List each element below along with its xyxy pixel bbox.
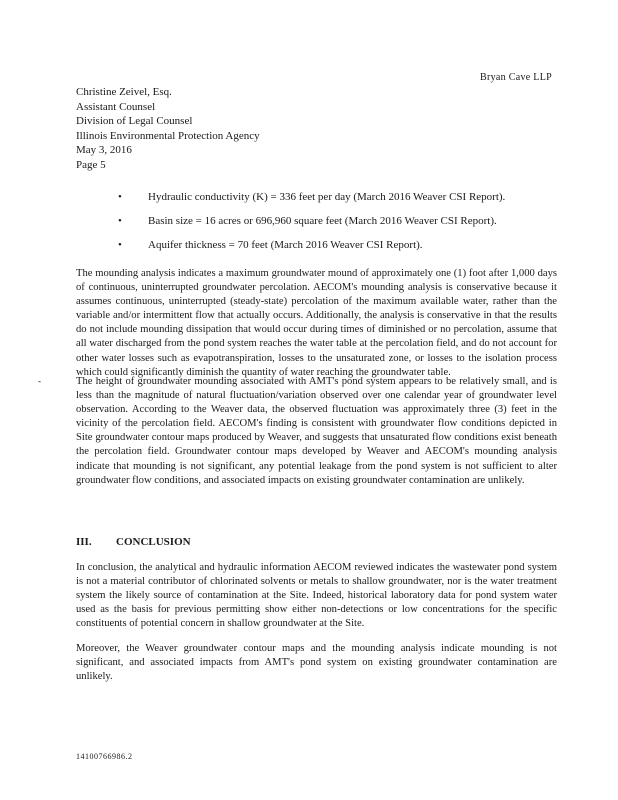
groundwater-height-paragraph: The height of groundwater mounding associated with AMT's pond system appears to be relatively small, and is less than the magnitude of natural fluctuation/variation observed over one calendar year of groundwater level observation. According to the Weaver data, the observed fluctuation was approximately three (3) feet in the vicinity of the percolation field. AECOM's finding is consistent with groundwater flow conditions depicted in Site groundwater contour maps produced by Weaver, and suggests that unsaturated flow conditions exist beneath the percolation field. Groundwater contour maps developed by Weaver and AECOM's mounding analysis indicate that mounding is not significant, any potential leakage from the pond system is not sufficient to alter groundwater flow conditions, and associated impacts on existing groundwater contamination are unlikely. xyxy=(76,376,557,486)
list-item-text: Hydraulic conductivity (K) = 336 feet per day (March 2016 Weaver CSI Report). xyxy=(148,191,506,203)
footer-document-number: 14100766986.2 xyxy=(76,752,133,761)
bullet-icon: • xyxy=(118,215,122,227)
recipient-name: Christine Zeivel, Esq. xyxy=(76,86,172,98)
letter-date: May 3, 2016 xyxy=(76,144,132,157)
mounding-analysis-paragraph: The mounding analysis indicates a maximum groundwater mound of approximately one (1) foot after 1,000 days of continuous, uninterrupted groundwater percolation. AECOM's mounding analysis is conservative because it assumes continuous, uninterrupted (steady-state) percolation of the maximum available water, rather than the variable and/or intermittent flow that actually occurs. Additionally, the analysis is conservative in that the results do not include mounding dissipation that would occur during times of diminished or no percolation, assume that all water discharged from the pond system reaches the water table at the percolation field, and do not account for other water losses such as evapotranspiration, losses to the unsaturated zone, or losses to the isolation process which could significantly diminish the quantity of water reaching the groundwater table. xyxy=(76,268,557,378)
document-id: Bryan Cave LLP xyxy=(480,72,552,83)
letterhead-block xyxy=(76,85,260,173)
bullet-list xyxy=(118,190,558,262)
recipient-agency: Illinois Environmental Protection Agency xyxy=(76,129,260,142)
conclusion-paragraph: In conclusion, the analytical and hydraulic information AECOM reviewed indicates the wastewater pond system is not a material contributor of chlorinated solvents or metals to shallow groundwater, nor is the water treatment system the likely source of contamination at the Site. Indeed, historical laboratory data for pond system water used as the basis for previous permitting show either non-detections or low concentrations for the specific constituents of potential concern in shallow groundwater at the Site. xyxy=(76,562,557,630)
section-title: CONCLUSION xyxy=(116,536,191,548)
section-number: III. xyxy=(76,536,92,548)
section-heading xyxy=(76,536,191,548)
recipient-title: Assistant Counsel xyxy=(76,100,156,113)
list-item-text: Aquifer thickness = 70 feet (March 2016 Weaver CSI Report). xyxy=(148,239,423,251)
bullet-icon: • xyxy=(118,239,122,251)
page-number: Page 5 xyxy=(76,158,106,171)
bullet-icon: • xyxy=(118,191,122,203)
list-item xyxy=(118,238,558,262)
list-item xyxy=(118,190,558,214)
recipient-division: Division of Legal Counsel xyxy=(76,115,193,128)
moreover-paragraph: Moreover, the Weaver groundwater contour maps and the mounding analysis indicate mounding is not significant, and associated impacts from AMT's pond system on existing groundwater contamination are unlikely. xyxy=(76,643,557,683)
list-item xyxy=(118,214,558,238)
margin-mark: - xyxy=(38,376,41,386)
list-item-text: Basin size = 16 acres or 696,960 square feet (March 2016 Weaver CSI Report). xyxy=(148,215,497,227)
